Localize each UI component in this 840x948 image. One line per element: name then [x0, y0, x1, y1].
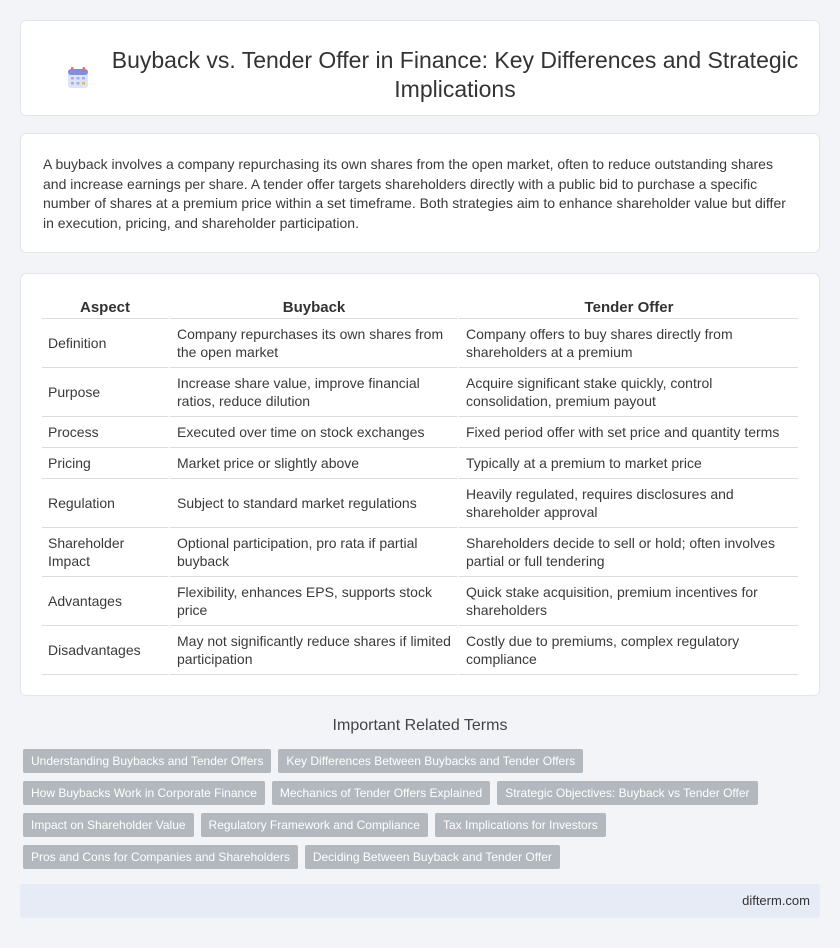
- table-row: [42, 626, 798, 675]
- footer: [20, 884, 820, 918]
- tender-offer-cell: Fixed period offer with set price and quantity terms: [457, 417, 798, 448]
- buyback-cell: Market price or slightly above: [168, 448, 457, 479]
- tender-offer-cell: Typically at a premium to market price: [457, 448, 798, 479]
- table-row: [42, 528, 798, 577]
- related-term-tag[interactable]: Understanding Buybacks and Tender Offers: [23, 749, 271, 773]
- related-term-tag[interactable]: Strategic Objectives: Buyback vs Tender Offer: [497, 781, 757, 805]
- aspect-cell: Process: [42, 417, 168, 448]
- buyback-cell: Company repurchases its own shares from the open market: [168, 319, 457, 368]
- table-row: [42, 448, 798, 479]
- table-row: [42, 577, 798, 626]
- tender-offer-cell: Quick stake acquisition, premium incentives for shareholders: [457, 577, 798, 626]
- related-term-tag[interactable]: Tax Implications for Investors: [435, 813, 606, 837]
- aspect-cell: Definition: [42, 319, 168, 368]
- table-row: [42, 368, 798, 417]
- related-term-tag[interactable]: Impact on Shareholder Value: [23, 813, 194, 837]
- intro-paragraph: A buyback involves a company repurchasing its own shares from the open market, often to reduce outstanding shares and increase earnings per share. A tender offer targets shareholders directly with a public bid to purchase a specific number of shares at a premium price within a set timeframe. Both strategies aim to enhance shareholder value but differ in execution, pricing, and shareholder participation.: [43, 156, 786, 231]
- buyback-cell: Executed over time on stock exchanges: [168, 417, 457, 448]
- aspect-cell: Purpose: [42, 368, 168, 417]
- intro-card: [20, 133, 820, 253]
- buyback-cell: Flexibility, enhances EPS, supports stock price: [168, 577, 457, 626]
- table-row: [42, 479, 798, 528]
- related-term-tag[interactable]: Deciding Between Buyback and Tender Offer: [305, 845, 560, 869]
- related-term-tag[interactable]: Regulatory Framework and Compliance: [201, 813, 428, 837]
- aspect-cell: Pricing: [42, 448, 168, 479]
- buyback-cell: Increase share value, improve financial ratios, reduce dilution: [168, 368, 457, 417]
- buyback-cell: May not significantly reduce shares if limited participation: [168, 626, 457, 675]
- buyback-cell: Optional participation, pro rata if partial buyback: [168, 528, 457, 577]
- title-card: [20, 20, 820, 116]
- related-term-tag[interactable]: Key Differences Between Buybacks and Tender Offers: [278, 749, 583, 773]
- related-terms-list: [23, 749, 803, 877]
- aspect-cell: Disadvantages: [42, 626, 168, 675]
- table-row: [42, 319, 798, 368]
- table-row: [42, 417, 798, 448]
- aspect-cell: Regulation: [42, 479, 168, 528]
- tender-offer-cell: Acquire significant stake quickly, control consolidation, premium payout: [457, 368, 798, 417]
- aspect-cell: Shareholder Impact: [42, 528, 168, 577]
- header-aspect: Aspect: [42, 296, 168, 319]
- related-terms-heading: Important Related Terms: [332, 717, 508, 734]
- tender-offer-cell: Heavily regulated, requires disclosures and shareholder approval: [457, 479, 798, 528]
- tender-offer-cell: Shareholders decide to sell or hold; often involves partial or full tendering: [457, 528, 798, 577]
- tender-offer-cell: Costly due to premiums, complex regulatory compliance: [457, 626, 798, 675]
- footer-site-link[interactable]: difterm.com: [742, 893, 810, 908]
- header-tender-offer: Tender Offer: [457, 296, 798, 319]
- page-title: Buyback vs. Tender Offer in Finance: Key Differences and Strategic Implications: [111, 47, 799, 102]
- tender-offer-cell: Company offers to buy shares directly from shareholders at a premium: [457, 319, 798, 368]
- header-buyback: Buyback: [168, 296, 457, 319]
- comparison-card: [20, 273, 820, 696]
- related-term-tag[interactable]: How Buybacks Work in Corporate Finance: [23, 781, 265, 805]
- buyback-cell: Subject to standard market regulations: [168, 479, 457, 528]
- related-term-tag[interactable]: Mechanics of Tender Offers Explained: [272, 781, 490, 805]
- related-term-tag[interactable]: Pros and Cons for Companies and Shareholders: [23, 845, 298, 869]
- table-header-row: [42, 296, 798, 319]
- comparison-table: [42, 296, 798, 675]
- aspect-cell: Advantages: [42, 577, 168, 626]
